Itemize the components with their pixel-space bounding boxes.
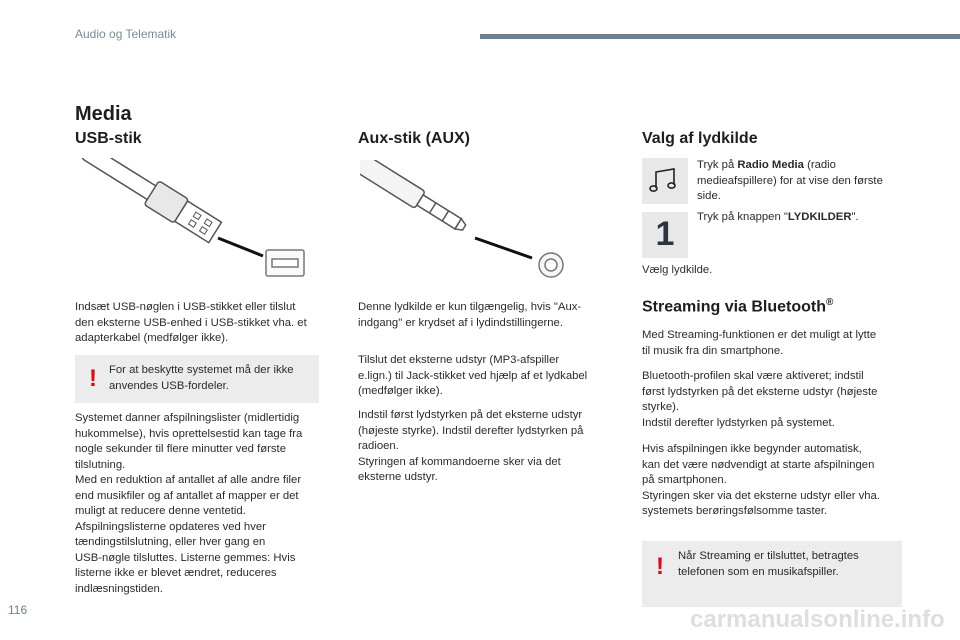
aux-jack-illustration	[360, 160, 575, 280]
aux-paragraph-2: Tilslut det eksterne udstyr (MP3-afspiller e.lign.) til Jack-stikket ved hjælp af et lydkabel (medfølger ikke).	[358, 354, 588, 397]
aux-paragraph-3: Indstil først lydstyrken på det eksterne udstyr (højeste styrke). Indstil derefter lydstyrken på radioen. Styringen af kommandoerne sker via det eksterne udstyr.	[358, 409, 584, 483]
watermark: carmanualsonline.info	[690, 606, 945, 633]
aux-paragraph-1: Denne lydkilde er kun tilgængelig, hvis "Aux- indgang" er krydset af i lydindstillingerne.	[358, 301, 582, 329]
warning-icon: !	[89, 365, 97, 392]
bluetooth-warning-box: ! Når Streaming er tilsluttet, betragtes telefonen som en musikafspiller.	[642, 541, 902, 607]
source-title: Valg af lydkilde	[642, 130, 758, 147]
music-note-icon	[642, 158, 688, 204]
step-number-badge: 1	[642, 212, 688, 258]
usb-paragraph-1: Indsæt USB-nøglen i USB-stikket eller tilslut den eksterne USB-enhed i USB-stikket vha. et adapterkabel (medfølger ikke).	[75, 301, 307, 344]
source-step-2: Tryk på knappen "LYDKILDER".	[697, 211, 859, 223]
warning-icon: !	[656, 553, 664, 580]
main-title: Media	[75, 103, 132, 125]
bluetooth-title: Streaming via Bluetooth®	[642, 297, 834, 316]
usb-paragraph-2: Systemet danner afspilningslister (midlertidig hukommelse), hvis oprettelsestid kan tage fra nogle sekunder til flere minutter ved første tilslutning. Med en reduktion af antallet af alle andre filer end musikfiler og af antallet af mapper er det muligt at reducere denne ventetid. Afspilningslisterne opdateres ved hver tændingstilslutning, eller hver gang en USB-nøgle tilsluttes. Listerne gemmes: Hvis listerne ikke er blevet ændret, reduceres indlæsningstiden.	[75, 412, 303, 595]
header-accent-bar	[480, 34, 960, 39]
source-select-text: Vælg lydkilde.	[642, 264, 713, 276]
bluetooth-paragraph-1: Med Streaming-funktionen er det muligt at lytte til musik fra din smartphone.	[642, 329, 877, 357]
page-number: 116	[8, 603, 28, 617]
aux-title: Aux-stik (AUX)	[358, 130, 471, 147]
header-title: Audio og Telematik	[75, 27, 177, 41]
bluetooth-paragraph-3: Hvis afspilningen ikke begynder automatisk, kan det være nødvendigt at starte afspilningen på smartphonen. Styringen sker via det eksterne udstyr eller vha. systemets berøringsfølsomme taster.	[642, 443, 880, 517]
usb-title: USB-stik	[75, 130, 142, 147]
usb-plug-illustration	[80, 158, 315, 278]
usb-warning-box: ! For at beskytte systemet må der ikke anvendes USB-fordeler.	[75, 355, 319, 403]
source-step-1: Tryk på Radio Media (radio medieafspillere) for at vise den første side.	[697, 159, 883, 202]
bluetooth-paragraph-2: Bluetooth-profilen skal være aktiveret; indstil først lydstyrken på det eksterne udstyr (højeste styrke). Indstil derefter lydstyrken på systemet.	[642, 370, 878, 429]
